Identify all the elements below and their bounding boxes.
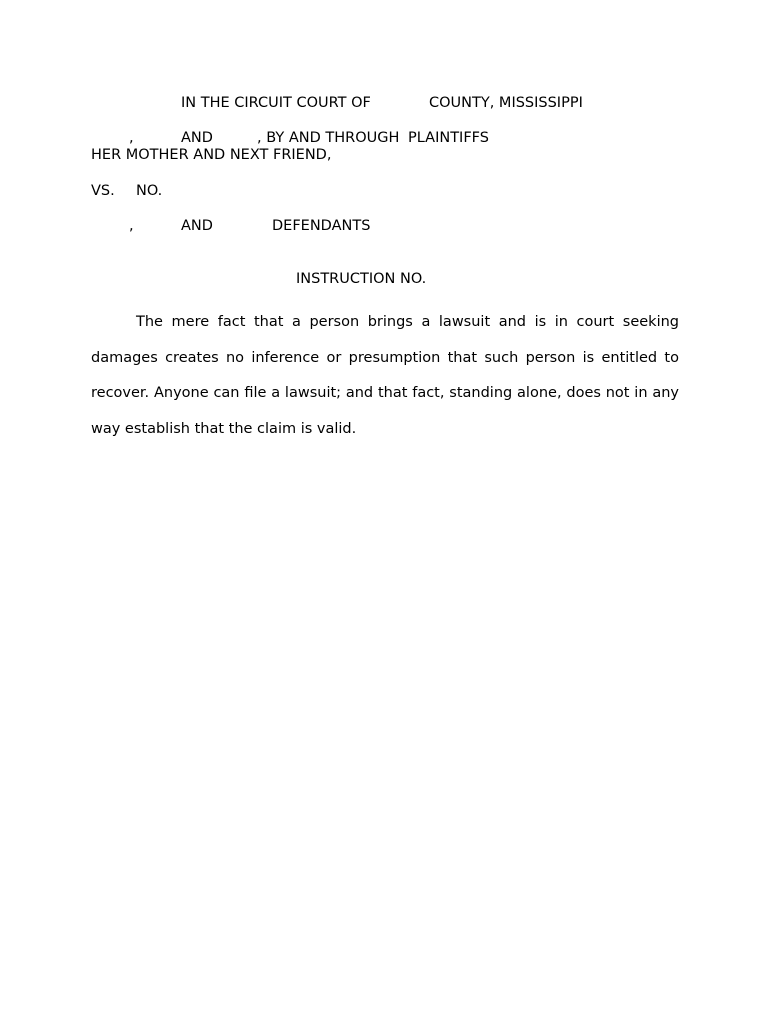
versus-label: VS. [91, 183, 115, 199]
plaintiffs-label: PLAINTIFFS [408, 130, 489, 146]
court-name-prefix: IN THE CIRCUIT COURT OF [181, 95, 371, 111]
court-county-suffix: COUNTY, MISSISSIPPI [429, 95, 583, 111]
defendants-label: DEFENDANTS [272, 218, 371, 234]
plaintiff-name-comma: , [129, 130, 134, 146]
instruction-heading: INSTRUCTION NO. [296, 271, 427, 287]
instruction-body-paragraph: The mere fact that a person brings a lawsuit and is in court seeking damages creates no inference or presumption that such person is entitled to recover. Anyone can file a lawsuit; and that fact, standing alone, does not in any way establish that the claim is valid. [91, 314, 679, 437]
case-number-label: NO. [136, 183, 163, 199]
plaintiff-by-and-through: , BY AND THROUGH [257, 130, 400, 146]
defendant-and-connector: AND [181, 218, 213, 234]
defendant-name-comma: , [129, 218, 134, 234]
plaintiff-next-friend-line: HER MOTHER AND NEXT FRIEND, [91, 147, 332, 163]
plaintiff-and-connector: AND [181, 130, 213, 146]
